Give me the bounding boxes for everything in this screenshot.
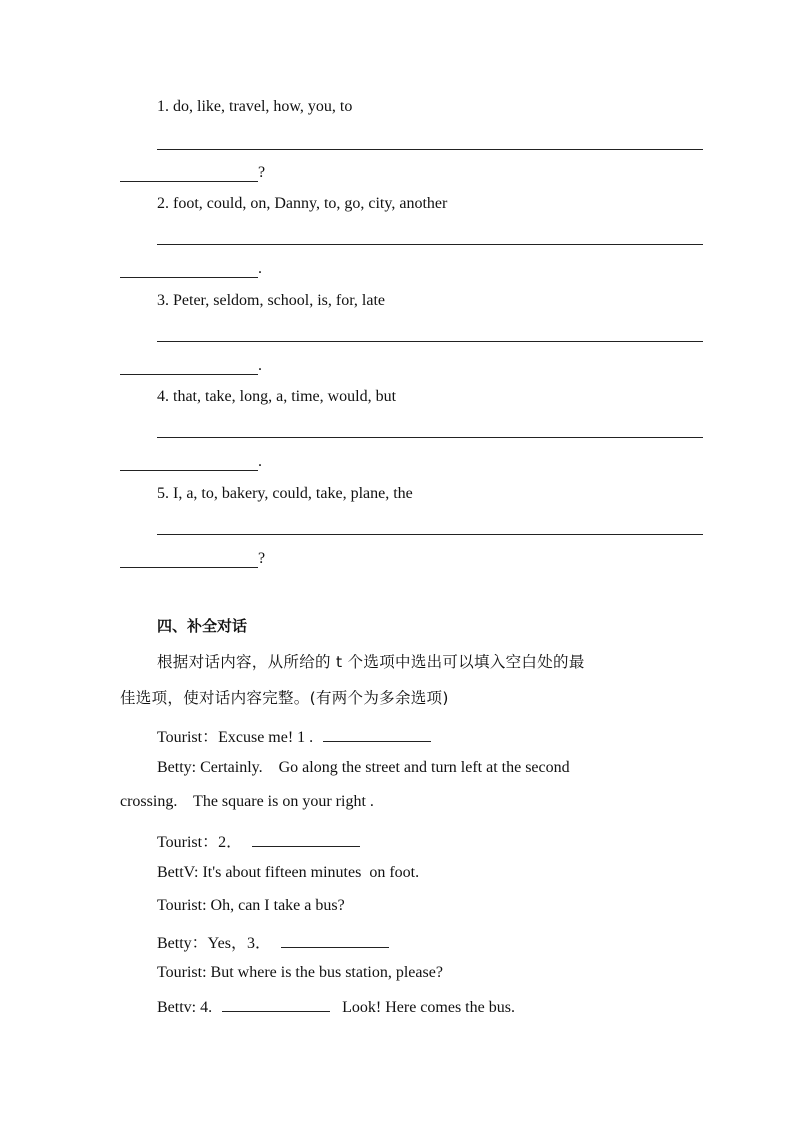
- question-2-end-mark: .: [258, 260, 262, 277]
- question-5-end-mark: ?: [258, 550, 266, 567]
- question-1-end-mark: ?: [258, 164, 266, 181]
- instruction-line-1: 根据对话内容，从所给的 t 个选项中选出可以填入空白处的最: [157, 653, 585, 671]
- dialogue-line-6: Tourist: Oh, can I take a bus?: [157, 897, 345, 914]
- question-5-prompt: 5. I, a, to, bakery, could, take, plane, the: [157, 485, 413, 502]
- blank-1[interactable]: [323, 727, 431, 742]
- dialogue-line-2: Betty: Certainly. Go along the street and turn left at the second: [157, 759, 570, 776]
- question-2-prompt: 2. foot, could, on, Danny, to, go, city, another: [157, 195, 448, 212]
- dialogue-line-8: Tourist: But where is the bus station, please?: [157, 964, 443, 981]
- dialogue-line-9: Bettv: 4. Look! Here comes the bus.: [157, 999, 515, 1016]
- question-3-prompt: 3. Peter, seldom, school, is, for, late: [157, 292, 386, 309]
- question-2-answer-line-end[interactable]: [120, 277, 258, 278]
- blank-3[interactable]: [281, 933, 389, 948]
- question-5-answer-line[interactable]: [157, 534, 703, 535]
- question-3-answer-line-end[interactable]: [120, 374, 258, 375]
- dialogue-line-7: Betty：Yes，3．: [157, 930, 389, 953]
- question-3-answer-line[interactable]: [157, 341, 703, 342]
- question-3-end-mark: .: [258, 357, 262, 374]
- blank-4[interactable]: [222, 997, 330, 1012]
- section-heading: 四、补全对话: [157, 617, 248, 635]
- dialogue-line-4: Tourist：2．: [157, 829, 360, 852]
- question-5-answer-line-end[interactable]: [120, 567, 258, 568]
- dialogue-line-3: crossing. The square is on your right .: [120, 793, 374, 810]
- question-1-prompt: 1. do, like, travel, how, you, to: [157, 98, 353, 115]
- question-4-answer-line-end[interactable]: [120, 470, 258, 471]
- instruction-line-2: 佳选项，使对话内容完整。(有两个为多余选项): [120, 689, 449, 707]
- question-4-answer-line[interactable]: [157, 437, 703, 438]
- question-1-answer-line-end[interactable]: [120, 181, 258, 182]
- question-1-answer-line[interactable]: [157, 149, 703, 150]
- question-4-end-mark: .: [258, 453, 262, 470]
- question-4-prompt: 4. that, take, long, a, time, would, but: [157, 388, 397, 405]
- blank-2[interactable]: [252, 832, 360, 847]
- question-2-answer-line[interactable]: [157, 244, 703, 245]
- dialogue-line-1: Tourist：Excuse me! 1 .: [157, 724, 431, 747]
- dialogue-line-5: BettV: It's about fifteen minutes on foot.: [157, 864, 420, 881]
